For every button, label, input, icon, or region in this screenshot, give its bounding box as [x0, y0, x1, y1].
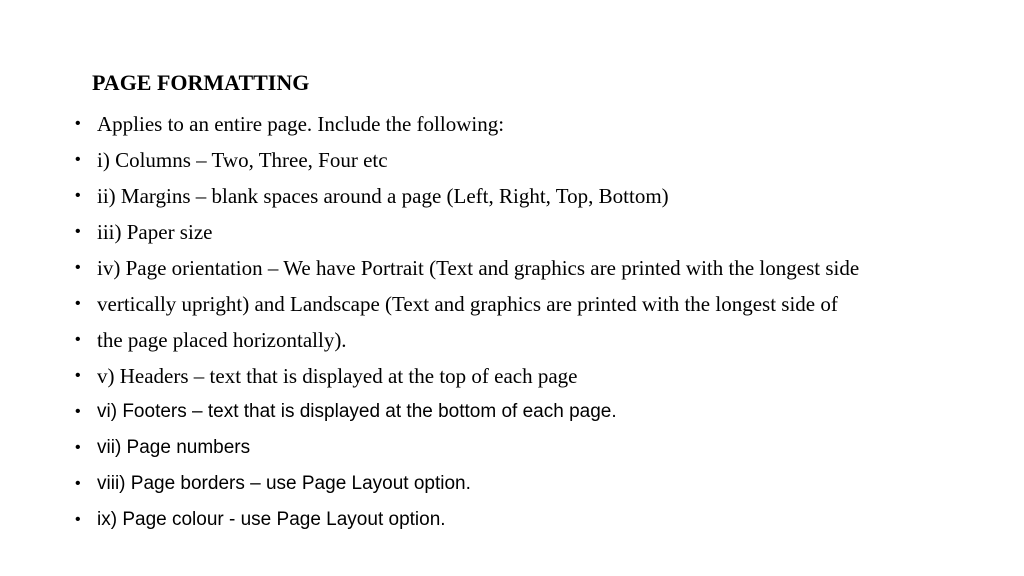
bullet-item-11 — [75, 466, 859, 502]
bullet-item-5 — [75, 250, 859, 286]
bullet-list — [75, 106, 859, 538]
bullet-item-7 — [75, 322, 859, 358]
bullet-text: iv) Page orientation – We have Portrait (Text and graphics are printed with the longest side — [97, 255, 860, 280]
bullet-text: i) Columns – Two, Three, Four etc — [97, 147, 388, 172]
bullet-icon: • — [75, 475, 81, 492]
bullet-icon: • — [75, 511, 81, 528]
bullet-icon: • — [75, 223, 81, 240]
bullet-item-12 — [75, 502, 859, 538]
bullet-icon: • — [75, 367, 81, 384]
bullet-item-1 — [75, 106, 859, 142]
bullet-text: the page placed horizontally). — [97, 327, 347, 352]
bullet-text: ii) Margins – blank spaces around a page (Left, Right, Top, Bottom) — [97, 183, 669, 208]
bullet-text: vii) Page numbers — [97, 437, 251, 458]
bullet-text: Applies to an entire page. Include the following: — [97, 111, 505, 136]
bullet-item-2 — [75, 142, 859, 178]
bullet-text: ix) Page colour - use Page Layout option. — [97, 509, 446, 530]
bullet-text: iii) Paper size — [97, 219, 213, 244]
bullet-icon: • — [75, 115, 81, 132]
bullet-text: viii) Page borders – use Page Layout option. — [97, 473, 471, 494]
bullet-text: vi) Footers – text that is displayed at the bottom of each page. — [97, 401, 617, 422]
bullet-item-3 — [75, 178, 859, 214]
slide-title: PAGE FORMATTING — [92, 70, 310, 95]
bullet-item-10 — [75, 430, 859, 466]
bullet-item-4 — [75, 214, 859, 250]
bullet-icon: • — [75, 187, 81, 204]
bullet-icon: • — [75, 259, 81, 276]
bullet-icon: • — [75, 151, 81, 168]
bullet-text: v) Headers – text that is displayed at the top of each page — [97, 363, 578, 388]
bullet-icon: • — [75, 295, 81, 312]
bullet-text: vertically upright) and Landscape (Text and graphics are printed with the longest side of — [97, 291, 838, 316]
bullet-item-8 — [75, 358, 859, 394]
bullet-item-6 — [75, 286, 859, 322]
bullet-item-9 — [75, 394, 859, 430]
bullet-icon: • — [75, 331, 81, 348]
bullet-icon: • — [75, 403, 81, 420]
bullet-icon: • — [75, 439, 81, 456]
